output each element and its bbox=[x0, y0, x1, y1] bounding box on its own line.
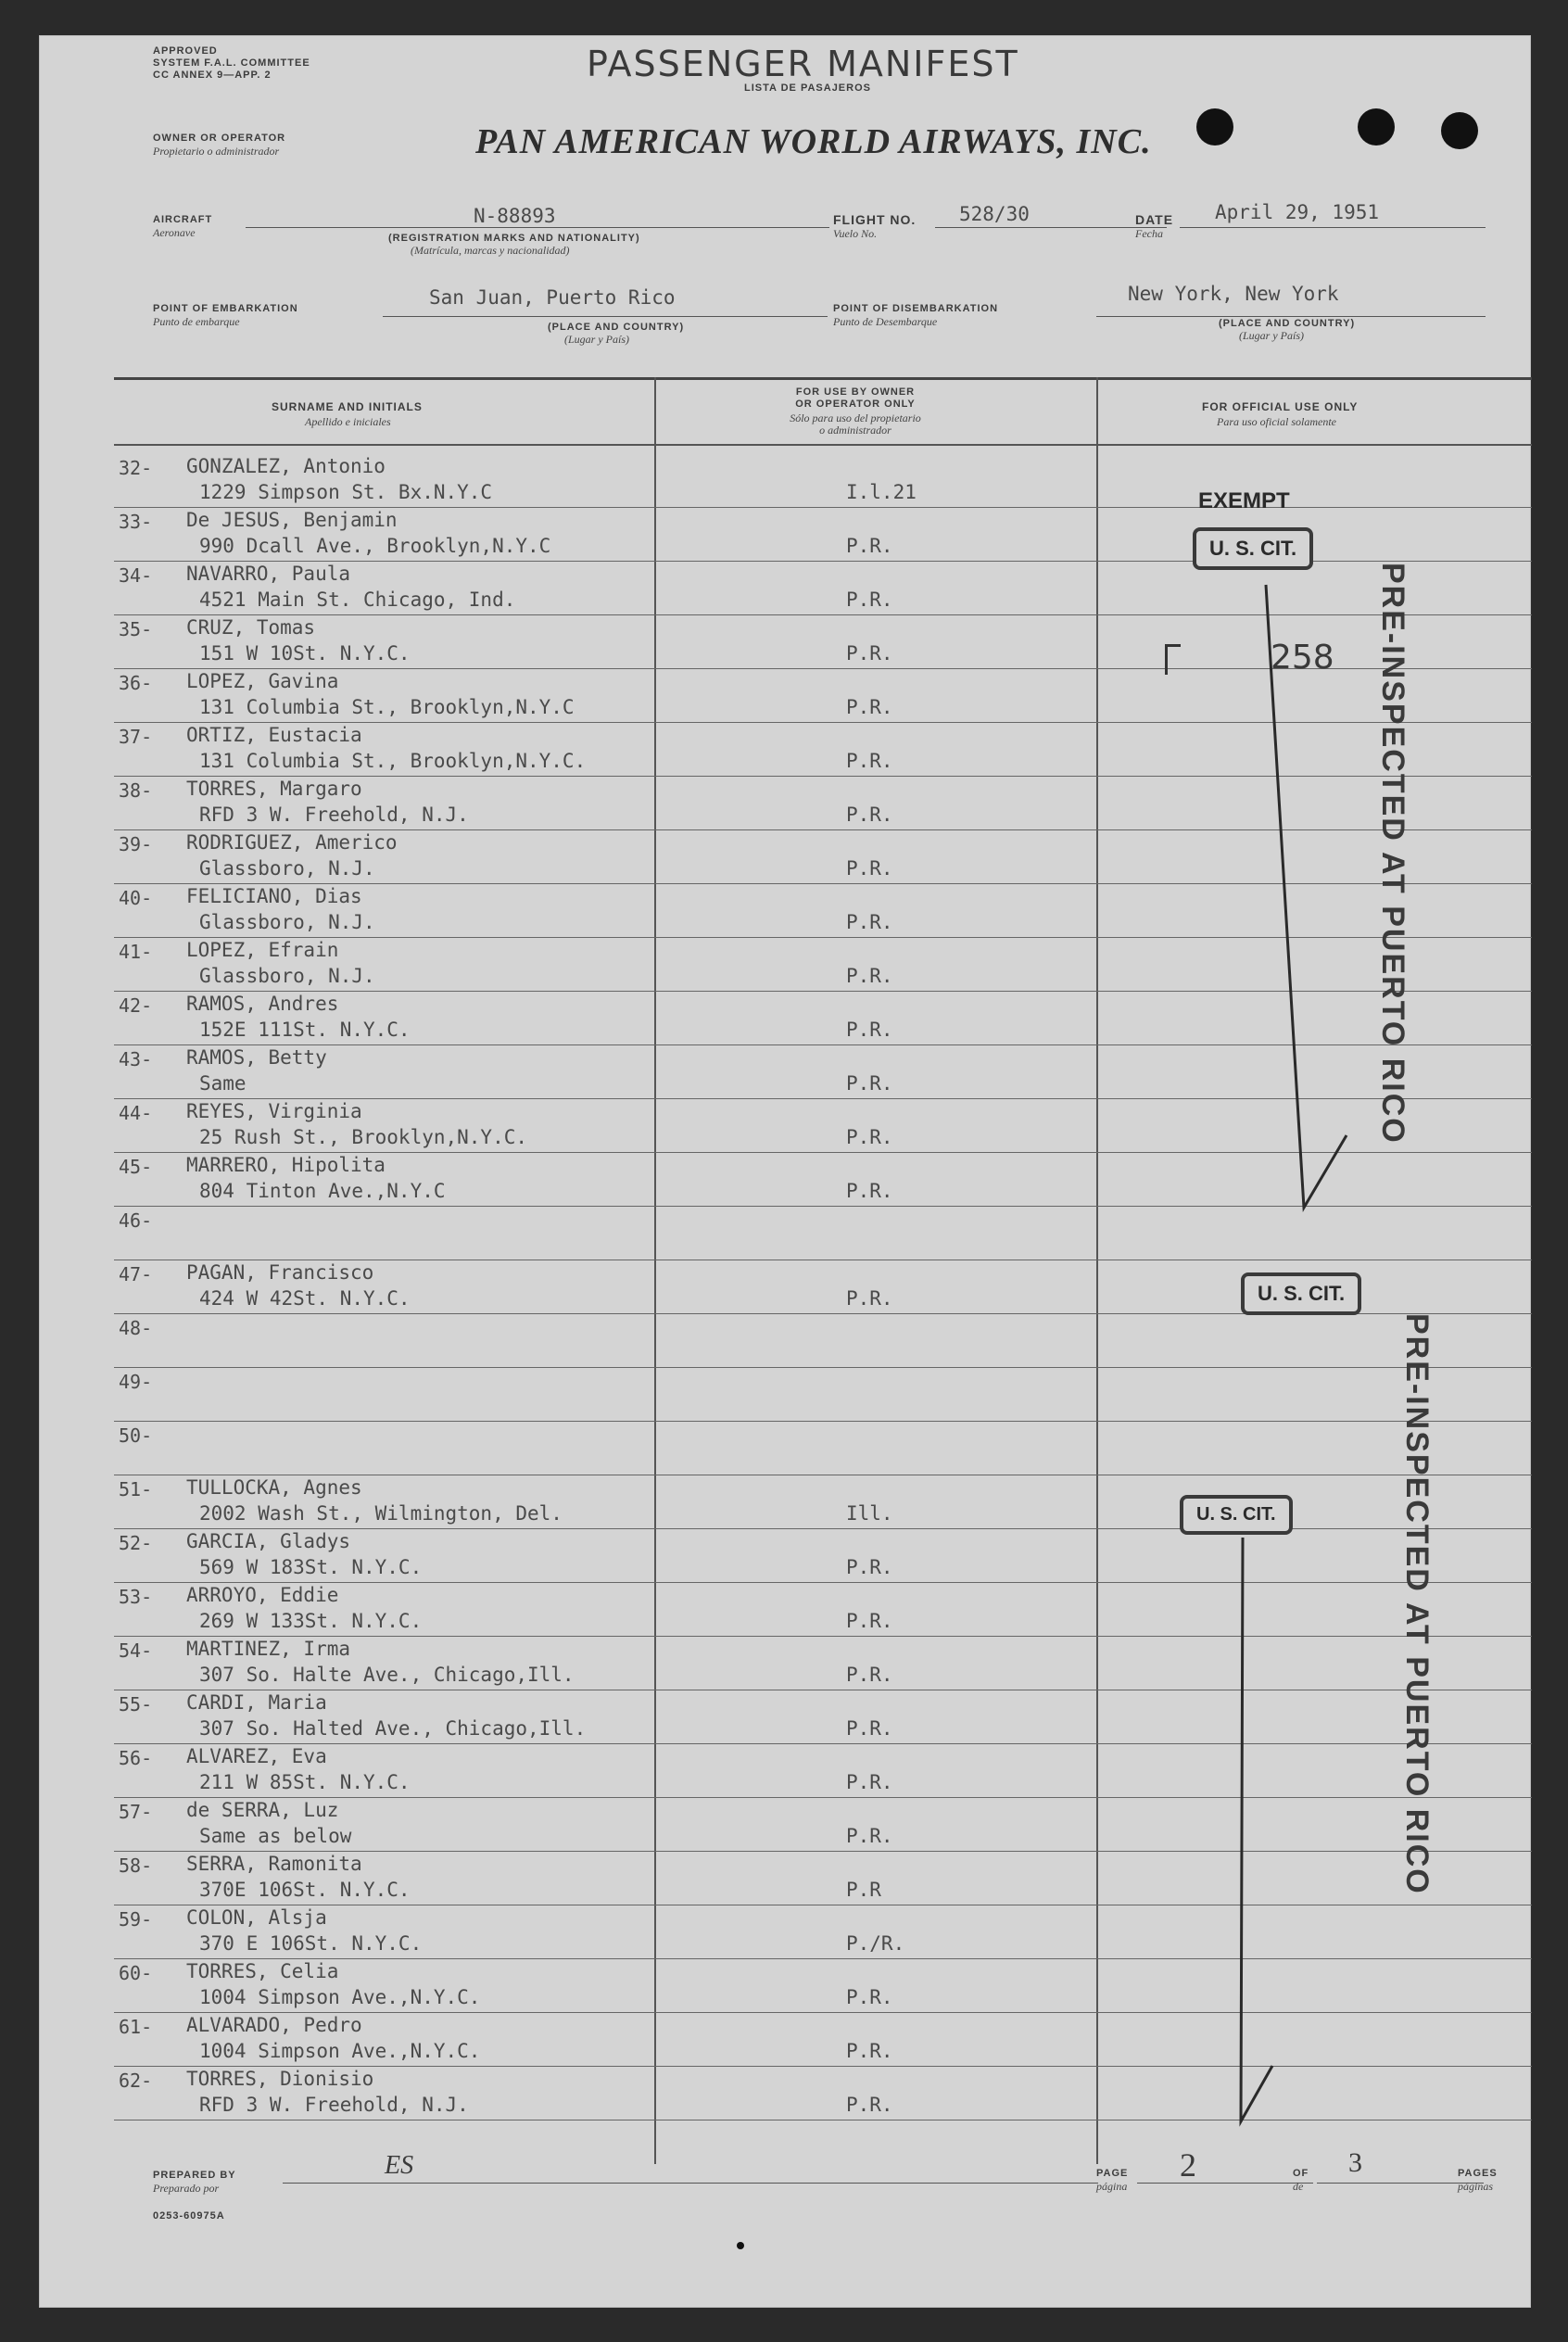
page-rule bbox=[1137, 2183, 1313, 2184]
passenger-address: 990 Dcall Ave., Brooklyn,N.Y.C bbox=[199, 535, 551, 557]
total-pages-value: 3 bbox=[1348, 2147, 1362, 2178]
passenger-name: PAGAN, Francisco bbox=[186, 1261, 374, 1284]
row-number: 46- bbox=[119, 1209, 153, 1232]
date-value: April 29, 1951 bbox=[1215, 201, 1380, 223]
row-number: 45- bbox=[119, 1156, 153, 1178]
flight-value: 528/30 bbox=[959, 203, 1030, 225]
passenger-name: REYES, Virginia bbox=[186, 1100, 362, 1122]
preinspected-stamp: PRE-INSPECTED AT PUERTO RICO bbox=[1375, 563, 1410, 1145]
row-number: 48- bbox=[119, 1317, 153, 1339]
passenger-address: RFD 3 W. Freehold, N.J. bbox=[199, 804, 469, 826]
owner-name: PAN AMERICAN WORLD AIRWAYS, INC. bbox=[475, 122, 1152, 161]
passenger-name: TORRES, Celia bbox=[186, 1960, 339, 1982]
of-label-es: de bbox=[1293, 2180, 1304, 2193]
passenger-name: NAVARRO, Paula bbox=[186, 563, 351, 585]
prepared-by-value: ES bbox=[385, 2151, 414, 2180]
page-label: PAGE bbox=[1096, 2168, 1129, 2179]
owner-use-code: P.R. bbox=[846, 1717, 893, 1740]
row-number: 56- bbox=[119, 1747, 153, 1769]
passenger-address: 1004 Simpson Ave.,N.Y.C. bbox=[199, 2040, 481, 2062]
passenger-address: 307 So. Halted Ave., Chicago,Ill. bbox=[199, 1717, 587, 1740]
owner-use-code: I.l.21 bbox=[846, 481, 917, 503]
passenger-address: 569 W 183St. N.Y.C. bbox=[199, 1556, 423, 1578]
approval-line: CC ANNEX 9—APP. 2 bbox=[153, 70, 272, 81]
passenger-name: TULLOCKA, Agnes bbox=[186, 1476, 362, 1499]
passenger-name: CARDI, Maria bbox=[186, 1691, 327, 1714]
owner-use-code: P.R. bbox=[846, 2094, 893, 2116]
owner-use-code: P.R. bbox=[846, 1180, 893, 1202]
owner-use-code: P.R. bbox=[846, 1019, 893, 1041]
check-mark-icon bbox=[40, 36, 1530, 2307]
owner-use-code: P.R. bbox=[846, 1556, 893, 1578]
disembark-label: POINT OF DISEMBARKATION bbox=[833, 303, 999, 314]
passenger-name: CRUZ, Tomas bbox=[186, 616, 316, 639]
passenger-address: 4521 Main St. Chicago, Ind. bbox=[199, 589, 516, 611]
prepared-rule bbox=[283, 2183, 1098, 2184]
owner-use-code: P.R. bbox=[846, 911, 893, 933]
passenger-address: RFD 3 W. Freehold, N.J. bbox=[199, 2094, 469, 2116]
registration-note-es: (Matrícula, marcas y nacionalidad) bbox=[411, 244, 570, 257]
embark-value: San Juan, Puerto Rico bbox=[429, 286, 676, 309]
passenger-name: LOPEZ, Gavina bbox=[186, 670, 339, 692]
prepared-label: PREPARED BY bbox=[153, 2170, 236, 2181]
row-number: 42- bbox=[119, 994, 153, 1017]
approval-line: SYSTEM F.A.L. COMMITTEE bbox=[153, 57, 310, 69]
col-header-surname-es: Apellido e iniciales bbox=[305, 415, 391, 428]
page-label-es: página bbox=[1096, 2180, 1128, 2193]
us-cit-stamp: U. S. CIT. bbox=[1180, 1495, 1293, 1535]
passenger-address: 211 W 85St. N.Y.C. bbox=[199, 1771, 411, 1793]
aircraft-label-es: Aeronave bbox=[153, 226, 196, 239]
owner-use-code: P.R. bbox=[846, 1072, 893, 1095]
passenger-name: GARCIA, Gladys bbox=[186, 1530, 351, 1552]
us-cit-stamp: U. S. CIT. bbox=[1241, 1272, 1361, 1315]
row-number: 57- bbox=[119, 1801, 153, 1823]
owner-label: OWNER OR OPERATOR bbox=[153, 133, 286, 144]
check-line-1 bbox=[1266, 585, 1347, 1208]
prepared-label-es: Preparado por bbox=[153, 2182, 220, 2195]
passenger-address: Same bbox=[199, 1072, 247, 1095]
row-number: 44- bbox=[119, 1102, 153, 1124]
approval-line: APPROVED bbox=[153, 45, 218, 57]
owner-use-code: P./R. bbox=[846, 1932, 905, 1955]
passenger-name: RAMOS, Andres bbox=[186, 993, 339, 1015]
col-header-owner-line: OR OPERATOR ONLY bbox=[795, 399, 916, 410]
col-header-owner-line: FOR USE BY OWNER bbox=[795, 386, 916, 398]
owner-use-code: P.R. bbox=[846, 589, 893, 611]
row-number: 54- bbox=[119, 1639, 153, 1662]
disembark-place-note-es: (Lugar y País) bbox=[1239, 329, 1304, 342]
passenger-name: SERRA, Ramonita bbox=[186, 1853, 362, 1875]
passenger-address: 307 So. Halte Ave., Chicago,Ill. bbox=[199, 1664, 575, 1686]
of-label: OF bbox=[1293, 2168, 1309, 2179]
passenger-address: 131 Columbia St., Brooklyn,N.Y.C. bbox=[199, 750, 587, 772]
dot-mark bbox=[737, 2242, 744, 2249]
col-header-surname: SURNAME AND INITIALS bbox=[272, 400, 423, 413]
col-header-official-es: Para uso oficial solamente bbox=[1217, 415, 1336, 428]
col-header-owner-es-line: o administrador bbox=[819, 424, 891, 437]
passenger-name: TORRES, Dionisio bbox=[186, 2068, 374, 2090]
owner-use-code: P.R. bbox=[846, 857, 893, 880]
owner-use-code: P.R. bbox=[846, 2040, 893, 2062]
passenger-name: MARRERO, Hipolita bbox=[186, 1154, 386, 1176]
row-number: 38- bbox=[119, 779, 153, 802]
passenger-address: 269 W 133St. N.Y.C. bbox=[199, 1610, 423, 1632]
row-number: 37- bbox=[119, 726, 153, 748]
page-subtitle: LISTA DE PASAJEROS bbox=[744, 82, 871, 94]
owner-use-code: P.R. bbox=[846, 696, 893, 718]
row-number: 39- bbox=[119, 833, 153, 855]
form-number: 0253-60975A bbox=[153, 2210, 225, 2222]
passenger-address: 1229 Simpson St. Bx.N.Y.C bbox=[199, 481, 493, 503]
owner-use-code: P.R. bbox=[846, 965, 893, 987]
passenger-name: ALVAREZ, Eva bbox=[186, 1745, 327, 1767]
disembark-place-note: (PLACE AND COUNTRY) bbox=[1219, 318, 1356, 329]
passenger-address: Glassboro, N.J. bbox=[199, 857, 375, 880]
owner-use-code: P.R. bbox=[846, 1771, 893, 1793]
row-number: 40- bbox=[119, 887, 153, 909]
passenger-name: ALVARADO, Pedro bbox=[186, 2014, 362, 2036]
passenger-address: 370E 106St. N.Y.C. bbox=[199, 1879, 411, 1901]
passenger-address: 370 E 106St. N.Y.C. bbox=[199, 1932, 423, 1955]
passenger-name: FELICIANO, Dias bbox=[186, 885, 362, 907]
passenger-address: Glassboro, N.J. bbox=[199, 965, 375, 987]
owner-use-code: P.R. bbox=[846, 1986, 893, 2008]
row-number: 35- bbox=[119, 618, 153, 640]
row-number: 33- bbox=[119, 511, 153, 533]
passenger-name: RODRIGUEZ, Americo bbox=[186, 831, 398, 854]
us-cit-stamp: U. S. CIT. bbox=[1193, 527, 1313, 570]
passenger-address: 131 Columbia St., Brooklyn,N.Y.C bbox=[199, 696, 575, 718]
passenger-name: TORRES, Margaro bbox=[186, 778, 362, 800]
row-number: 36- bbox=[119, 672, 153, 694]
passenger-address: Glassboro, N.J. bbox=[199, 911, 375, 933]
check-line-2 bbox=[1241, 1538, 1272, 2121]
passenger-address: Same as below bbox=[199, 1825, 352, 1847]
passenger-name: RAMOS, Betty bbox=[186, 1046, 327, 1069]
owner-label-es: Propietario o administrador bbox=[153, 145, 280, 158]
passenger-name: MARTINEZ, Irma bbox=[186, 1638, 351, 1660]
passenger-name: LOPEZ, Efrain bbox=[186, 939, 339, 961]
owner-use-code: P.R. bbox=[846, 804, 893, 826]
row-number: 43- bbox=[119, 1048, 153, 1070]
embark-place-note: (PLACE AND COUNTRY) bbox=[548, 322, 685, 333]
owner-use-code: P.R. bbox=[846, 1287, 893, 1310]
owner-use-code: P.R. bbox=[846, 1126, 893, 1148]
passenger-name: ARROYO, Eddie bbox=[186, 1584, 339, 1606]
row-number: 47- bbox=[119, 1263, 153, 1285]
col-header-owner-es-line: Sólo para uso del propietario bbox=[790, 411, 921, 424]
passenger-address: 152E 111St. N.Y.C. bbox=[199, 1019, 411, 1041]
row-number: 41- bbox=[119, 941, 153, 963]
row-number: 34- bbox=[119, 564, 153, 587]
row-number: 51- bbox=[119, 1478, 153, 1500]
passenger-name: COLON, Alsja bbox=[186, 1906, 327, 1929]
official-number: 258 bbox=[1271, 639, 1334, 677]
passenger-name: GONZALEZ, Antonio bbox=[186, 455, 386, 477]
row-number: 59- bbox=[119, 1908, 153, 1931]
preinspected-stamp: PRE-INSPECTED AT PUERTO RICO bbox=[1399, 1313, 1435, 1895]
pages-label: PAGES bbox=[1458, 2168, 1498, 2179]
row-number: 61- bbox=[119, 2016, 153, 2038]
owner-use-code: P.R. bbox=[846, 1610, 893, 1632]
row-number: 49- bbox=[119, 1371, 153, 1393]
row-number: 50- bbox=[119, 1424, 153, 1447]
passenger-address: 2002 Wash St., Wilmington, Del. bbox=[199, 1502, 563, 1525]
disembark-label-es: Punto de Desembarque bbox=[833, 315, 938, 328]
owner-use-code: Ill. bbox=[846, 1502, 893, 1525]
embark-place-note-es: (Lugar y País) bbox=[564, 333, 629, 346]
row-number: 55- bbox=[119, 1693, 153, 1715]
row-number: 58- bbox=[119, 1855, 153, 1877]
passenger-address: 424 W 42St. N.Y.C. bbox=[199, 1287, 411, 1310]
row-number: 62- bbox=[119, 2070, 153, 2092]
row-number: 60- bbox=[119, 1962, 153, 1984]
page-title: PASSENGER MANIFEST bbox=[587, 44, 1019, 84]
disembark-value: New York, New York bbox=[1128, 283, 1339, 305]
date-label-es: Fecha bbox=[1135, 227, 1163, 240]
registration-note: (REGISTRATION MARKS AND NATIONALITY) bbox=[388, 233, 640, 244]
embark-label: POINT OF EMBARKATION bbox=[153, 303, 298, 314]
page-value: 2 bbox=[1180, 2146, 1196, 2184]
passenger-address: 804 Tinton Ave.,N.Y.C bbox=[199, 1180, 446, 1202]
date-label: DATE bbox=[1135, 212, 1174, 227]
flight-label-es: Vuelo No. bbox=[833, 227, 878, 240]
col-header-official: FOR OFFICIAL USE ONLY bbox=[1202, 400, 1359, 413]
embark-label-es: Punto de embarque bbox=[153, 315, 240, 328]
flight-label: FLIGHT NO. bbox=[833, 212, 917, 227]
owner-use-code: P.R. bbox=[846, 642, 893, 665]
row-number: 52- bbox=[119, 1532, 153, 1554]
passenger-name: ORTIZ, Eustacia bbox=[186, 724, 362, 746]
owner-use-code: P.R. bbox=[846, 535, 893, 557]
aircraft-label: AIRCRAFT bbox=[153, 214, 213, 225]
pages-label-es: páginas bbox=[1458, 2180, 1494, 2193]
passenger-name: de SERRA, Luz bbox=[186, 1799, 339, 1821]
passenger-address: 151 W 10St. N.Y.C. bbox=[199, 642, 411, 665]
owner-use-code: P.R. bbox=[846, 750, 893, 772]
owner-use-code: P.R. bbox=[846, 1664, 893, 1686]
aircraft-value: N-88893 bbox=[474, 205, 556, 227]
exempt-mark: EXEMPT bbox=[1198, 488, 1290, 513]
passenger-address: 25 Rush St., Brooklyn,N.Y.C. bbox=[199, 1126, 528, 1148]
manifest-sheet bbox=[39, 35, 1531, 2308]
passenger-address: 1004 Simpson Ave.,N.Y.C. bbox=[199, 1986, 481, 2008]
owner-use-code: P.R bbox=[846, 1879, 881, 1901]
owner-use-code: P.R. bbox=[846, 1825, 893, 1847]
passenger-name: De JESUS, Benjamin bbox=[186, 509, 398, 531]
row-number: 32- bbox=[119, 457, 153, 479]
row-number: 53- bbox=[119, 1586, 153, 1608]
